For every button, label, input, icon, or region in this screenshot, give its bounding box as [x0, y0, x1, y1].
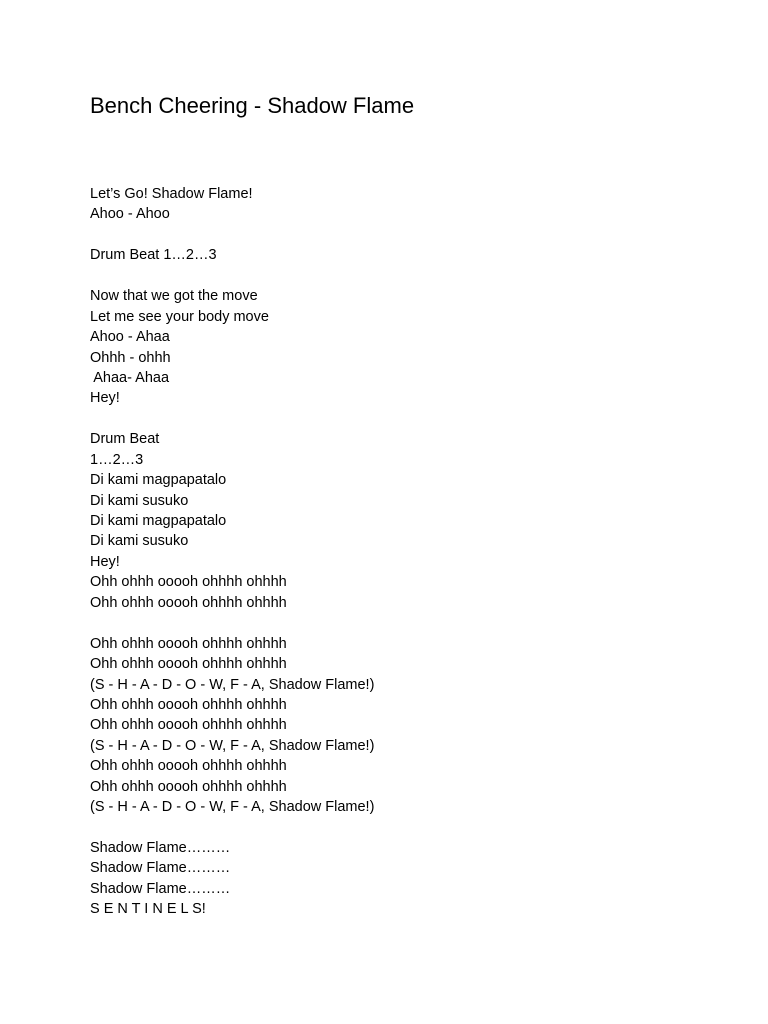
blank-line [90, 266, 710, 286]
lyric-line: Hey! [90, 553, 120, 570]
lyric-line: (S - H - A - D - O - W, F - A, Shadow Flame!) [90, 799, 375, 816]
blank-line [90, 818, 710, 838]
lyric-line: Hey! [90, 390, 120, 407]
lyric-line: Ohh ohhh ooooh ohhhh ohhhh [90, 696, 287, 713]
lyric-line: Di kami magpapatalo [90, 472, 227, 489]
lyric-line: Drum Beat [90, 431, 160, 448]
lyric-line: Shadow Flame……… [90, 840, 231, 856]
lyric-line: Ohh ohhh ooooh ohhhh ohhhh [90, 778, 287, 795]
lyric-line: Let’s Go! Shadow Flame! [90, 186, 253, 202]
lyric-line: Ahoo - Ahoo [90, 206, 170, 223]
lyric-line: Di kami magpapatalo [90, 513, 227, 529]
lyric-line: Ohh ohhh ooooh ohhhh ohhhh [90, 758, 287, 775]
lyric-line: Ohh ohhh ooooh ohhhh ohhhh [90, 656, 287, 673]
document-title: Bench Cheering - Shadow Flame [90, 93, 415, 118]
lyric-line: Ahaa- Ahaa [90, 369, 170, 386]
lyric-line: 1…2…3 [90, 451, 144, 468]
lyric-line: Ohh ohhh ooooh ohhhh ohhhh [90, 717, 287, 734]
lyric-line: Ahoo - Ahaa [90, 329, 170, 346]
lyric-line: Ohhh - ohhh [90, 349, 171, 366]
lyric-line: Shadow Flame……… [90, 860, 231, 877]
lyric-line: Di kami susuko [90, 533, 189, 550]
lyric-line: Drum Beat 1…2…3 [90, 247, 217, 264]
lyric-line: Di kami susuko [90, 492, 189, 509]
lyrics-body [90, 184, 710, 920]
lyric-line: Ohh ohhh ooooh ohhhh ohhhh [90, 635, 287, 652]
lyric-line: Now that we got the move [90, 288, 258, 305]
lyric-line: Ohh ohhh ooooh ohhhh ohhhh [90, 574, 287, 591]
lyric-line: (S - H - A - D - O - W, F - A, Shadow Flame!) [90, 737, 375, 754]
lyric-line: (S - H - A - D - O - W, F - A, Shadow Flame!) [90, 676, 375, 693]
lyric-line: Let me see your body move [90, 308, 269, 325]
lyric-line: Shadow Flame……… [90, 880, 231, 897]
lyric-line: Ohh ohhh ooooh ohhhh ohhhh [90, 594, 287, 611]
blank-line [90, 225, 710, 245]
blank-line [90, 613, 710, 633]
blank-line [90, 409, 710, 429]
lyric-line: S E N T I N E L S! [90, 901, 206, 918]
